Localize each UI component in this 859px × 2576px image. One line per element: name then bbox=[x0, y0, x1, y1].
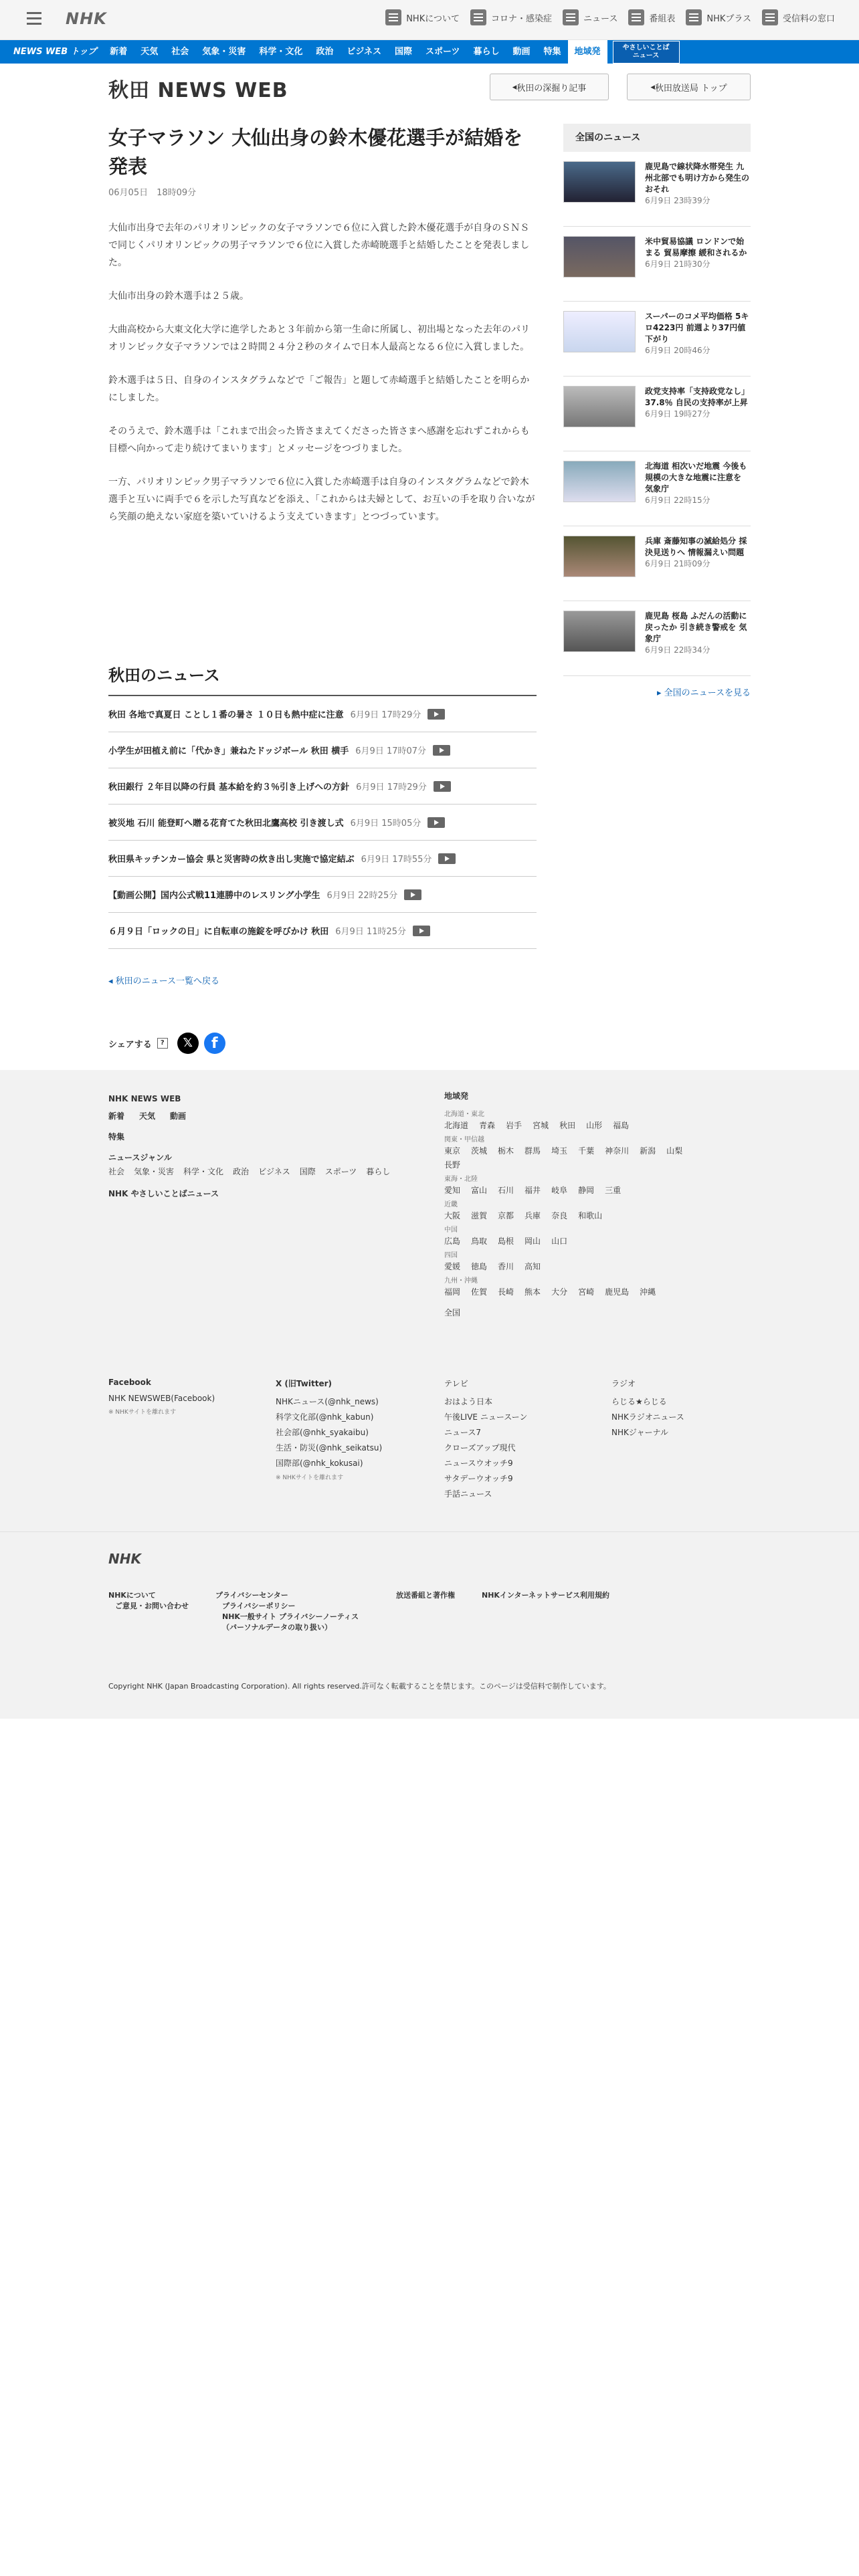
footer-link[interactable]: 社会 bbox=[108, 1167, 125, 1176]
footer-link[interactable]: ご意見・お問い合わせ bbox=[115, 1602, 189, 1610]
share-label: シェアする bbox=[108, 1039, 152, 1050]
national-news-item[interactable]: 兵庫 斎藤知事の滅給処分 採決見送りへ 情報漏えい問題 6月9日 21時09分 bbox=[563, 526, 751, 601]
region-link[interactable]: 埼玉 bbox=[551, 1146, 568, 1156]
footer-link[interactable]: 社会部(@nhk_syakaibu) bbox=[276, 1428, 369, 1437]
local-news-item[interactable]: 【動画公開】国内公式戦11連勝中のレスリング小学生 6月9日 22時25分 bbox=[108, 877, 537, 913]
akita-station-top-button[interactable]: ◂ 秋田放送局 トップ bbox=[627, 74, 751, 100]
footer-heading[interactable]: NHK やさしいことばニュース bbox=[108, 1189, 219, 1198]
article bbox=[108, 124, 537, 526]
region-link[interactable]: 香川 bbox=[498, 1262, 514, 1271]
nav-item-new[interactable]: 新着 bbox=[110, 47, 128, 57]
news-thumbnail bbox=[563, 536, 636, 577]
license-fee-icon bbox=[762, 9, 778, 25]
article-paragraph: 大仙市出身の鈴木選手は２５歳。 bbox=[108, 291, 249, 302]
hamburger-menu-icon[interactable] bbox=[27, 12, 41, 25]
article-paragraph: 鈴木選手は５日、自身のインスタグラムなどで「ご報告」と題して赤崎選手と結婚したことを明らかにしました。 bbox=[108, 375, 530, 403]
footer-link[interactable]: 政治 bbox=[233, 1167, 250, 1176]
footer-link[interactable]: ニュースウオッチ9 bbox=[444, 1459, 513, 1468]
region-link[interactable]: 石川 bbox=[498, 1186, 514, 1195]
news-nav bbox=[0, 40, 859, 64]
region-link[interactable]: 三重 bbox=[605, 1186, 622, 1195]
region-link-national[interactable]: 全国 bbox=[444, 1308, 461, 1317]
region-link[interactable]: 島根 bbox=[498, 1237, 514, 1246]
region-link[interactable]: 岡山 bbox=[524, 1237, 541, 1246]
footer-heading: ニュースジャンル bbox=[108, 1153, 172, 1162]
region-link[interactable]: 岩手 bbox=[506, 1121, 522, 1130]
footer-radio: ラジオ らじる★らじる NHKラジオニュース NHKジャーナル bbox=[611, 1379, 684, 1437]
local-news-section bbox=[108, 662, 537, 949]
region-link[interactable]: 北海道 bbox=[444, 1121, 469, 1130]
footer-link[interactable]: 生活・防災(@nhk_seikatsu) bbox=[276, 1443, 383, 1453]
article-paragraph: 大仙市出身で去年のパリオリンピックの女子マラソンで６位に入賞した鈴木優花選手が自身のＳＮＳで同じくパリオリンピックの男子マラソンで６位に入賞した赤崎暁選手と結婚したことを発表しました。 bbox=[108, 223, 530, 268]
footer-link[interactable]: NHK NEWSWEB(Facebook) bbox=[108, 1394, 215, 1403]
header-links bbox=[385, 9, 835, 25]
region-link[interactable]: 宮城 bbox=[533, 1121, 549, 1130]
video-icon bbox=[427, 709, 445, 720]
national-news-item[interactable]: 鹿児島 桜島 ふだんの活動に戻ったか 引き続き警戒を 気象庁 6月9日 22時34分 bbox=[563, 601, 751, 676]
footer-link[interactable]: クローズアップ現代 bbox=[444, 1443, 516, 1453]
local-news-heading: 秋田のニュース bbox=[108, 662, 537, 696]
local-news-item[interactable]: 被災地 石川 能登町へ贈る花育てた秋田北鷹高校 引き渡し式 6月9日 15時05分 bbox=[108, 804, 537, 841]
region-link[interactable]: 宮崎 bbox=[578, 1287, 595, 1297]
nav-item-politics[interactable]: 政治 bbox=[316, 47, 334, 57]
local-news-item[interactable]: 秋田銀行 ２年目以降の行員 基本給を約３％引き上げへの方針 6月9日 17時29分 bbox=[108, 768, 537, 804]
news-thumbnail bbox=[563, 161, 636, 203]
section-header bbox=[108, 74, 751, 100]
region-link[interactable]: 兵庫 bbox=[524, 1211, 541, 1220]
news-thumbnail bbox=[563, 461, 636, 502]
region-link[interactable]: 和歌山 bbox=[578, 1211, 603, 1220]
news-thumbnail bbox=[563, 311, 636, 352]
region-link[interactable]: 奈良 bbox=[551, 1211, 568, 1220]
national-news-item[interactable]: 鹿児島で線状降水帯発生 九州北部でも明け方から発生のおそれ 6月9日 23時39分 bbox=[563, 152, 751, 227]
local-news-item[interactable]: 秋田県キッチンカー協会 県と災害時の炊き出し実施で協定結ぶ 6月9日 17時55分 bbox=[108, 841, 537, 877]
region-link[interactable]: 茨城 bbox=[471, 1146, 488, 1156]
footer-link[interactable]: 暮らし bbox=[366, 1167, 391, 1176]
national-news-item[interactable]: 政党支持率「支持政党なし」37.8％ 自民の支持率が上昇 6月9日 19時27分 bbox=[563, 377, 751, 451]
nhk-footer-logo[interactable]: NHK bbox=[108, 1551, 141, 1567]
news-thumbnail bbox=[563, 386, 636, 427]
corporate-footer bbox=[0, 1531, 859, 1719]
article-paragraph: 一方、パリオリンピック男子マラソンで６位に入賞した赤崎選手は自身のインスタグラムなどで鈴木選手と互いに両手で６を示した写真などを添え、「これからは夫婦として、お互いの手を取り合いながら笑顔の絶えない家庭を築いていけるよう支えていきます」とつづっています。 bbox=[108, 477, 535, 522]
footer-link[interactable]: NHKラジオニュース bbox=[611, 1412, 684, 1422]
footer-link[interactable]: サタデーウオッチ9 bbox=[444, 1474, 513, 1483]
footer-link[interactable]: ビジネス bbox=[258, 1167, 290, 1176]
footer-link[interactable]: 科学・文化 bbox=[183, 1167, 224, 1176]
article-paragraph: そのうえで、鈴木選手は「これまで出会った皆さまえてくださった皆さまへ感謝を忘れずこれからも目標へ向かって走り続けてまいります」とメッセージをつづりました。 bbox=[108, 426, 530, 454]
region-link[interactable]: 山形 bbox=[586, 1121, 603, 1130]
region-link[interactable]: 新潟 bbox=[640, 1146, 656, 1156]
back-to-local-news-link[interactable]: ◂ 秋田のニュース一覧へ戻る bbox=[108, 976, 220, 986]
footer-heading: 地域発 bbox=[444, 1091, 469, 1101]
footer-facebook: Facebook NHK NEWSWEB(Facebook) ※ NHKサイトを離れます bbox=[108, 1378, 215, 1416]
region-link[interactable]: 鳥取 bbox=[471, 1237, 488, 1246]
footer-heading: NHK NEWS WEB bbox=[108, 1094, 181, 1103]
footer-link[interactable]: ニュース7 bbox=[444, 1428, 482, 1437]
video-icon bbox=[434, 781, 451, 792]
national-news-heading: 全国のニュース bbox=[563, 124, 751, 152]
virus-icon bbox=[470, 9, 486, 25]
footer-link[interactable]: おはよう日本 bbox=[444, 1397, 493, 1406]
region-link[interactable]: 秋田 bbox=[559, 1121, 576, 1130]
footer-link[interactable]: NHKニュース(@nhk_news) bbox=[276, 1397, 379, 1406]
region-link[interactable]: 徳島 bbox=[471, 1262, 488, 1271]
corporate-links bbox=[108, 1590, 609, 1632]
region-link[interactable]: 静岡 bbox=[578, 1186, 595, 1195]
region-link[interactable]: 福岡 bbox=[444, 1287, 461, 1297]
region-link[interactable]: 愛媛 bbox=[444, 1262, 461, 1271]
nav-item-society[interactable]: 社会 bbox=[171, 47, 189, 57]
nav-item-disaster[interactable]: 気象・災害 bbox=[202, 47, 246, 57]
header-link-tv-guide[interactable]: 番組表 bbox=[628, 9, 675, 25]
region-link[interactable]: 東京 bbox=[444, 1146, 461, 1156]
footer-link[interactable]: 国際 bbox=[299, 1167, 316, 1176]
article-date: 06月05日 18時09分 bbox=[108, 188, 197, 198]
nav-yasashii-news[interactable]: やさしいことば ニュース bbox=[613, 41, 680, 64]
region-link[interactable]: 大阪 bbox=[444, 1211, 461, 1220]
video-icon bbox=[438, 853, 456, 864]
nav-item-business[interactable]: ビジネス bbox=[347, 47, 381, 57]
nav-item-life[interactable]: 暮らし bbox=[473, 47, 500, 57]
nhk-plus-icon bbox=[686, 9, 702, 25]
header-link-about[interactable]: NHKについて bbox=[385, 9, 460, 25]
news-icon bbox=[563, 9, 579, 25]
footer-link[interactable]: 手話ニュース bbox=[444, 1489, 492, 1499]
nav-item-international[interactable]: 国際 bbox=[394, 47, 412, 57]
footer-news-web bbox=[108, 1094, 403, 1206]
region-link[interactable]: 群馬 bbox=[524, 1146, 541, 1156]
national-news-item[interactable]: 米中貿易協議 ロンドンで始まる 貿易摩擦 緩和されるか 6月9日 21時30分 bbox=[563, 227, 751, 302]
local-news-item[interactable]: 秋田 各地で真夏日 ことし１番の暑さ １０日も熱中症に注意 6月9日 17時29分 bbox=[108, 696, 537, 732]
tv-guide-icon bbox=[628, 9, 644, 25]
footer-link[interactable]: NHKについて bbox=[108, 1591, 156, 1600]
footer-link[interactable]: 午後LIVE ニュースーン bbox=[444, 1412, 528, 1422]
footer-link[interactable]: 新着 bbox=[108, 1111, 125, 1121]
nav-item-region[interactable]: 地域発 bbox=[568, 40, 607, 64]
copyright: Copyright NHK (Japan Broadcasting Corporation). All rights reserved.許可なく転載することを禁じます。このページは受信料で制作しています。 bbox=[108, 1682, 611, 1691]
region-link[interactable]: 広島 bbox=[444, 1237, 461, 1246]
nav-item-weather[interactable]: 天気 bbox=[140, 47, 159, 57]
nav-item-science[interactable]: 科学・文化 bbox=[259, 47, 303, 57]
region-link[interactable]: 沖縄 bbox=[640, 1287, 656, 1297]
region-link[interactable]: 富山 bbox=[471, 1186, 488, 1195]
footer-regions: 地域発 北海道・東北 北海道 青森 岩手 宮城 秋田 山形 福島 関東・甲信越 東京 茨城 栃木 群馬 埼玉 千葉 神奈川 新潟 山梨 長野 東海・北陸 愛知 富山 石川 福井 岐阜 静岡 三重 近畿 大阪 滋賀 京都 兵庫 奈良 和歌山 中国 広島 鳥取 島根 岡山 山口 四国 愛媛 徳島 香川 高知 九州・沖縄 福岡 佐賀 長崎 熊本 大分 宮崎 鹿児島 沖縄 全国 bbox=[444, 1090, 712, 1318]
footer-link[interactable]: 科学文化部(@nhk_kabun) bbox=[276, 1412, 374, 1422]
region-link[interactable]: 栃木 bbox=[498, 1146, 514, 1156]
nhk-about-icon bbox=[385, 9, 401, 25]
region-link[interactable]: 京都 bbox=[498, 1211, 514, 1220]
footer-link[interactable]: 放送番組と著作権 bbox=[396, 1591, 455, 1600]
national-news-sidebar bbox=[563, 124, 751, 698]
site-footer bbox=[0, 1070, 859, 1531]
header-link-corona[interactable]: コロナ・感染症 bbox=[470, 9, 552, 25]
region-link[interactable]: 愛知 bbox=[444, 1186, 461, 1195]
footer-link[interactable]: らじる★らじる bbox=[611, 1397, 667, 1406]
local-news-item[interactable]: 小学生が田植え前に「代かき」兼ねたドッジボール 秋田 横手 6月9日 17時07分 bbox=[108, 732, 537, 768]
nav-item-sports[interactable]: スポーツ bbox=[425, 47, 460, 57]
nhk-logo[interactable]: NHK bbox=[66, 9, 107, 28]
region-link[interactable]: 千葉 bbox=[578, 1146, 595, 1156]
article-paragraph: 大曲高校から大東文化大学に進学したあと３年前から第一生命に所属し、初出場となった去年のパリオリンピック女子マラソンでは２時間２４分２秒のタイムで日本人最高となる６位に入賞しました。 bbox=[108, 324, 530, 352]
region-link[interactable]: 高知 bbox=[524, 1262, 541, 1271]
nav-item-top[interactable]: NEWS WEB トップ bbox=[13, 47, 97, 57]
header-link-news[interactable]: ニュース bbox=[563, 9, 617, 25]
region-link[interactable]: 福島 bbox=[613, 1121, 630, 1130]
header-link-license[interactable]: 受信料の窓口 bbox=[762, 9, 835, 25]
video-icon bbox=[413, 926, 430, 936]
region-link[interactable]: 青森 bbox=[479, 1121, 496, 1130]
article-title: 女子マラソン 大仙出身の鈴木優花選手が結婚を発表 bbox=[108, 126, 523, 178]
local-news-item[interactable]: ６月９日「ロックの日」に自転車の施錠を呼びかけ 秋田 6月9日 11時25分 bbox=[108, 913, 537, 949]
region-link[interactable]: 滋賀 bbox=[471, 1211, 488, 1220]
share-bar bbox=[108, 1033, 225, 1054]
video-icon bbox=[404, 889, 421, 900]
footer-link[interactable]: 動画 bbox=[170, 1111, 187, 1121]
x-share-icon[interactable]: 𝕏 bbox=[177, 1033, 199, 1054]
news-thumbnail bbox=[563, 611, 636, 652]
video-icon bbox=[427, 817, 445, 828]
global-header bbox=[0, 0, 859, 40]
region-link[interactable]: 福井 bbox=[524, 1186, 541, 1195]
footer-link[interactable]: プライバシーポリシー bbox=[222, 1602, 296, 1610]
news-thumbnail bbox=[563, 236, 636, 278]
footer-link[interactable]: 国際部(@nhk_kokusai) bbox=[276, 1459, 363, 1468]
region-link[interactable]: 佐賀 bbox=[471, 1287, 488, 1297]
article-body bbox=[108, 219, 537, 526]
nav-item-feature[interactable]: 特集 bbox=[543, 47, 561, 57]
footer-link[interactable]: NHKジャーナル bbox=[611, 1428, 669, 1437]
akita-feature-button[interactable]: ◂ 秋田の深掘り記事 bbox=[490, 74, 609, 100]
facebook-share-icon[interactable]: f bbox=[204, 1033, 225, 1054]
region-link[interactable]: 大分 bbox=[551, 1287, 568, 1297]
region-link[interactable]: 山梨 bbox=[666, 1146, 683, 1156]
footer-link[interactable]: 天気 bbox=[139, 1111, 156, 1121]
header-link-nhk-plus[interactable]: NHKプラス bbox=[686, 9, 751, 25]
region-link[interactable]: 岐阜 bbox=[551, 1186, 568, 1195]
footer-link[interactable]: 気象・災害 bbox=[134, 1167, 175, 1176]
help-icon[interactable]: ? bbox=[157, 1038, 168, 1049]
region-link[interactable]: 神奈川 bbox=[605, 1146, 630, 1156]
footer-link[interactable]: NHK一般サイト プライバシーノーティス（パーソナルデータの取り扱い） bbox=[222, 1612, 359, 1632]
region-link[interactable]: 山口 bbox=[551, 1237, 568, 1246]
region-link[interactable]: 長崎 bbox=[498, 1287, 514, 1297]
national-news-item[interactable]: スーパーのコメ平均価格 5キロ4223円 前週より37円値下がり 6月9日 20時46分 bbox=[563, 302, 751, 377]
video-icon bbox=[433, 745, 450, 756]
national-news-more-link[interactable]: ▸ 全国のニュースを見る bbox=[656, 688, 751, 698]
region-link[interactable]: 熊本 bbox=[524, 1287, 541, 1297]
footer-link[interactable]: NHKインターネットサービス利用規約 bbox=[482, 1591, 609, 1600]
section-title: 秋田 NEWS WEB bbox=[108, 79, 288, 102]
footer-link[interactable]: プライバシーセンター bbox=[215, 1591, 288, 1600]
footer-x: X (旧Twitter) NHKニュース(@nhk_news) 科学文化部(@nhk_kabun) 社会部(@nhk_syakaibu) 生活・防災(@nhk_seikatsu) 国際部(@nhk_kokusai) ※ NHKサイトを離れます bbox=[276, 1379, 383, 1481]
footer-link[interactable]: 特集 bbox=[108, 1132, 125, 1142]
region-link[interactable]: 鹿児島 bbox=[605, 1287, 630, 1297]
footer-tv: テレビ おはよう日本 午後LIVE ニュースーン ニュース7 クローズアップ現代 ニュースウオッチ9 サタデーウオッチ9 手話ニュース bbox=[444, 1379, 528, 1499]
nav-item-video[interactable]: 動画 bbox=[512, 47, 531, 57]
region-link[interactable]: 長野 bbox=[444, 1160, 461, 1170]
footer-link[interactable]: スポーツ bbox=[324, 1167, 357, 1176]
national-news-item[interactable]: 北海道 相次いだ地震 今後も規模の大きな地震に注意を 気象庁 6月9日 22時15分 bbox=[563, 451, 751, 526]
